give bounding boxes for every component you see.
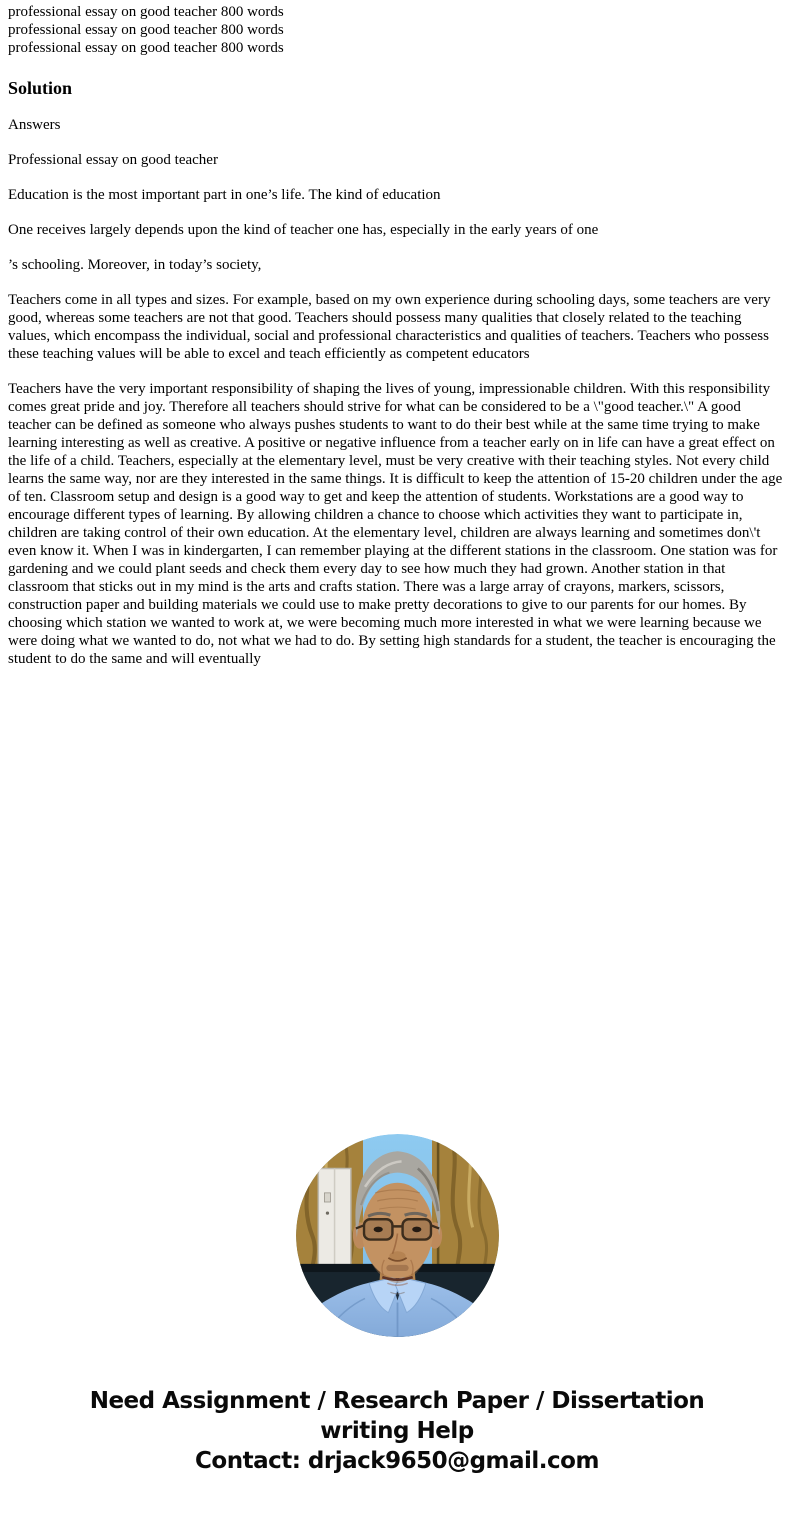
essay-intro-line: ’s schooling. Moreover, in today’s society, (8, 257, 262, 273)
essay-intro-line: One receives largely depends upon the kind of teacher one has, especially in the early years of one (8, 222, 599, 238)
footer-contact-email: Contact: drjack9650@gmail.com (195, 1448, 599, 1474)
eye (412, 1227, 421, 1233)
avatar (296, 1134, 499, 1337)
footer-line: writing Help (320, 1418, 474, 1444)
solution-heading: Solution (8, 78, 73, 98)
answers-label: Answers (8, 117, 61, 133)
query-line: professional essay on good teacher 800 words (8, 4, 284, 20)
footer-line: Need Assignment / Research Paper / Dissertation (89, 1388, 705, 1414)
eye (373, 1227, 382, 1233)
query-block (8, 3, 786, 57)
essay-paragraph: Teachers have the very important responsibility of shaping the lives of young, impressionable children. With this responsibility comes great pride and joy. Therefore all teachers should strive for what can be considered to be a \"good teacher.\" A good teacher can be defined as someone who always pushes students to want to do their best while at the same time trying to make learning interesting as well as creative. A positive or negative influence from a teacher early on in life can have a great effect on the life of a child. Teachers, especially at the elementary level, must be very creative with their teaching styles. Not every child learns the same way, nor are they interested in the same things. It is difficult to keep the attention of 15-20 children under the age of ten. Classroom setup and design is a good way to get and keep the attention of students. Workstations are a good way to encourage different types of learning. By allowing children a chance to choose which activities they want to participate in, children are taking control of their own education. At the elementary level, children are always learning and sometimes don\'t even know it. When I was in kindergarten, I can remember playing at the different stations in the classroom. One station was for gardening and we could plant seeds and check them every day to see how much they had grown. Another station in that classroom that sticks out in my mind is the arts and crafts station. There was a large array of crayons, markers, scissors, construction paper and building materials we could use to make pretty decorations to give to our parents for our homes. By choosing which station we wanted to work at, we were becoming much more interested in what we were learning because we were doing what we wanted to do, not what we had to do. By setting high standards for a student, the teacher is encouraging the student to do the same and will eventually (8, 381, 783, 667)
essay-title-line: Professional essay on good teacher (8, 152, 218, 168)
essay-intro-line: Education is the most important part in one’s life. The kind of education (8, 187, 441, 203)
tutor-headshot-photo (296, 1134, 499, 1337)
footer-banner (8, 1386, 786, 1476)
query-line: professional essay on good teacher 800 words (8, 22, 284, 38)
essay-paragraph: Teachers come in all types and sizes. For example, based on my own experience during schooling days, some teachers are very good, whereas some teachers are not that good. Teachers should possess many qualities that closely related to the teaching values, which encompass the individual, social and professional characteristics and qualities of teachers. Teachers who possess these teaching values will be able to excel and teach efficiently as competent educators (8, 292, 771, 362)
query-line: professional essay on good teacher 800 words (8, 40, 284, 56)
